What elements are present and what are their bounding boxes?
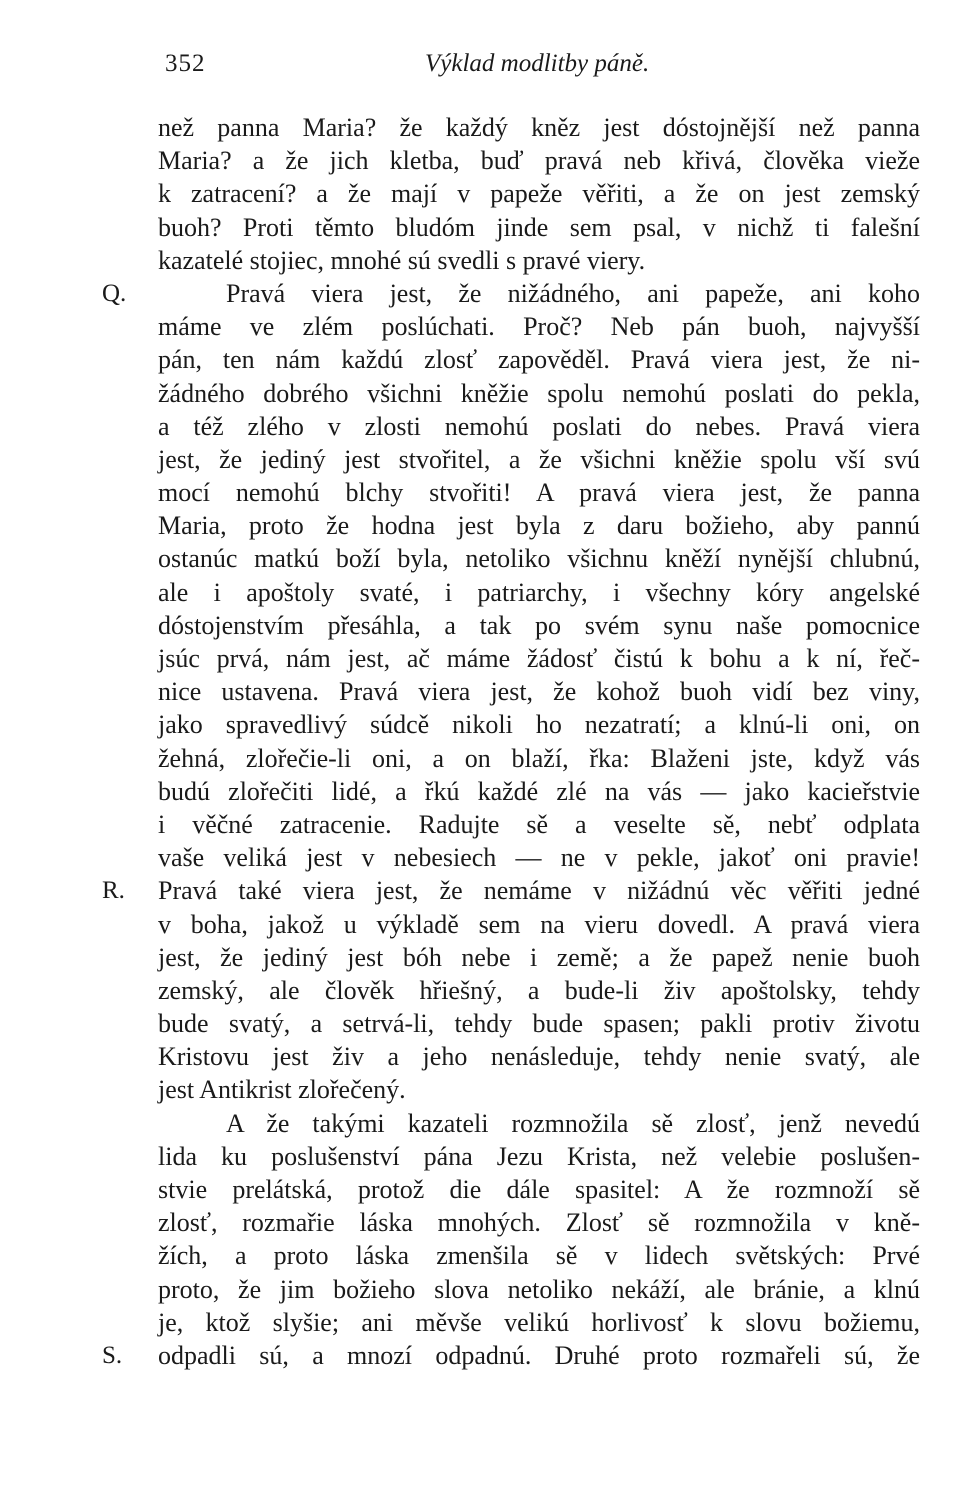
text-line: jest Antikrist zlořečený. bbox=[158, 1075, 406, 1105]
text-line: a též zlého v zlosti nemohú poslati do nebes. Pravá viera bbox=[158, 411, 920, 441]
page-number: 352 bbox=[165, 50, 206, 77]
page-header bbox=[0, 50, 960, 90]
text-line: zemský, ale člověk hřiešný, a bude-li živ apoštolsky, tehdy bbox=[158, 975, 920, 1005]
text-line: ostanúc matkú boží byla, netoliko všichnu kněží nynější chlubnú, bbox=[158, 544, 920, 574]
text-line: mocí nemohú blchy stvořiti! A pravá viera jest, že panna bbox=[158, 478, 920, 508]
text-line: k zatracení? a že mají v papeže věřiti, a že on jest zemský bbox=[158, 179, 920, 209]
text-line: než panna Maria? že každý kněz jest dóstojnější než panna bbox=[158, 113, 920, 142]
text-line: jako spravedlivý súdcě nikoli ho nezatratí; a klnú-li oni, on bbox=[158, 710, 920, 740]
text-line: pán, ten nám každú zlosť zapověděl. Pravá viera jest, že ni- bbox=[158, 345, 920, 375]
text-line: jsúc prvá, nám jest, ač máme žádosť čistú k bohu a k ní, řeč- bbox=[158, 644, 920, 673]
text-line: stvie prelátská, protož die dále spasitel: A že rozmnoží sě bbox=[158, 1175, 920, 1204]
text-line: jest, že jediný jest bóh nebe i země; a že papež nenie buoh bbox=[158, 942, 920, 972]
text-line: máme ve zlém poslúchati. Proč? Neb pán buoh, najvyšší bbox=[158, 312, 920, 342]
text-line: i věčné zatracenie. Radujte sě a veselte sě, nebť odplata bbox=[158, 809, 920, 839]
text-line: budú zlořečiti lidé, a řkú každé zlé na vás — jako kacieřstvie bbox=[158, 776, 920, 806]
text-line-r bbox=[102, 874, 920, 907]
text-line: proto, že jim božieho slova netoliko nekáží, ale bránie, a klnú bbox=[158, 1274, 920, 1304]
margin-marker-q: Q. bbox=[102, 279, 127, 307]
text-line: dóstojenstvím přesáhla, a tak po svém synu naše pomocnice bbox=[158, 610, 920, 640]
text-line-content: Pravá viera jest, že nižádného, ani papeže, ani koho bbox=[226, 278, 920, 308]
text-line: je, ktož slyšie; ani měvše velikú horlivosť k slovu božiemu, bbox=[158, 1307, 920, 1337]
text-line: kazatelé stojiec, mnohé sú svedli s pravé viery. bbox=[158, 245, 646, 275]
text-line: v boha, jakož u výkladě sem na vieru dovedl. A pravá viera bbox=[158, 909, 920, 939]
text-line-content: odpadli sú, a mnozí odpadnú. Druhé proto rozmařeli sú, že bbox=[158, 1340, 920, 1370]
text-line: ale i apoštoly svaté, i patriarchy, i všechny kóry angelské bbox=[158, 577, 920, 607]
margin-marker-s: S. bbox=[102, 1341, 123, 1369]
text-line: zlosť, rozmařie láska mnohých. Zlosť sě rozmnožila v kně- bbox=[158, 1208, 920, 1238]
text-line: Kristovu jest živ a jeho nenásleduje, tehdy nenie svatý, ale bbox=[158, 1042, 920, 1072]
text-line-s bbox=[102, 1339, 920, 1372]
text-line: žádného dobrého všichni kněžie spolu nemohú poslati do pekla, bbox=[158, 378, 920, 408]
text-line: žehná, zlořečie-li oni, a on blaží, řka: Blaženi jste, když vás bbox=[158, 743, 920, 773]
body-text bbox=[102, 111, 920, 1372]
margin-marker-r: R. bbox=[102, 877, 125, 905]
text-line: buoh? Proti těmto bludóm jinde sem psal, v nichž ti falešní bbox=[158, 212, 920, 242]
text-line: jest, že jediný jest stvořitel, a že všichni kněžie spolu vší svú bbox=[158, 444, 920, 474]
text-line: vaše veliká jest v nebesiech — ne v pekle, jakoť oni pravie! bbox=[158, 843, 920, 873]
text-line: Maria? a že jich kletba, buď pravá neb křivá, člověka vieže bbox=[158, 146, 920, 176]
text-line-content: Pravá také viera jest, že nemáme v nižádnú věc věřiti jedné bbox=[158, 876, 920, 906]
text-line-q bbox=[102, 277, 920, 310]
text-line: nice ustavena. Pravá viera jest, že kohož buoh vidí bez viny, bbox=[158, 677, 920, 707]
text-line: žích, a proto láska zmenšila sě v lidech světských: Prvé bbox=[158, 1241, 920, 1271]
text-line: bude svatý, a setrvá-li, tehdy bude spasen; pakli protiv životu bbox=[158, 1009, 920, 1039]
text-line: Maria, proto že hodna jest byla z daru božieho, aby pannú bbox=[158, 511, 920, 541]
running-title: Výklad modlitby páně. bbox=[425, 50, 650, 77]
text-line: A že takými kazateli rozmnožila sě zlosť, jenž nevedú bbox=[226, 1108, 920, 1138]
text-line: lida ku poslušenství pána Jezu Krista, než velebie poslušen- bbox=[158, 1141, 920, 1171]
